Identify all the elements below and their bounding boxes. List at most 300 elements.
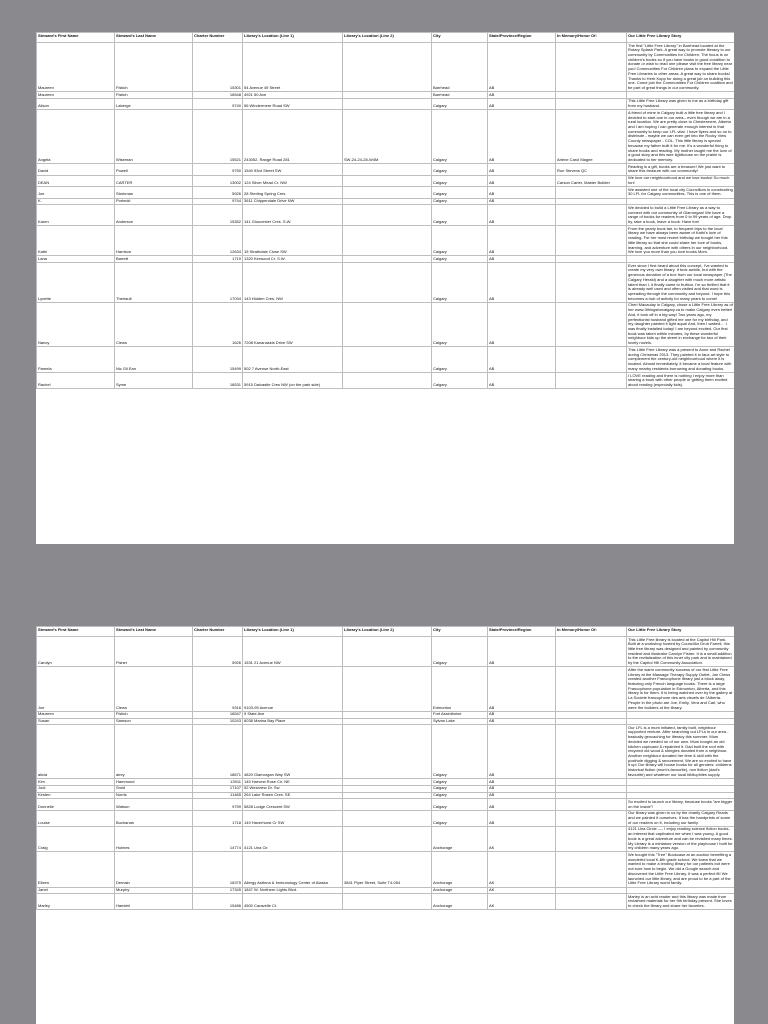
- header-state: State/Province/Region: [488, 33, 556, 43]
- cell-charter-number: 9750: [193, 164, 243, 175]
- table-row: [37, 852, 735, 887]
- cell-city: Calgary: [432, 799, 488, 810]
- cell-location-line-2: [343, 92, 432, 99]
- cell-charter-number: 9759: [193, 799, 243, 810]
- cell-city: Calgary: [432, 725, 488, 779]
- table-row: [37, 205, 735, 226]
- cell-state: AB: [488, 711, 556, 718]
- cell-charter-number: 18671: [193, 725, 243, 779]
- cell-location-line-1: 124 Silver Mead Cr. NW: [243, 175, 343, 186]
- cell-story: [627, 198, 735, 205]
- table-row: [37, 175, 735, 186]
- cell-location-line-2: [343, 637, 432, 667]
- cell-location-line-1: 3611 Chippendale Drive NW: [243, 198, 343, 205]
- cell-city: Fort Assiniboine: [432, 711, 488, 718]
- cell-state: AB: [488, 98, 556, 109]
- cell-state: AB: [488, 637, 556, 667]
- header-state: State/Province/Region: [488, 627, 556, 637]
- cell-story: Our library was given to us by the charity Calgary Reads and we painted it ourselves. It has the handprints of some of our readers on it, including our family.: [627, 810, 735, 826]
- cell-charter-number: 13911: [193, 779, 243, 786]
- cell-story: 4121 Una Circle ---- I enjoy reading science fiction books, an interest that captivated me when I was young. A good book is a great adventure and can be revisited many times. My Library is a miniature version of the playhouse I built for my children many years ago.: [628, 826, 733, 851]
- cell-first-name: Kim: [37, 779, 115, 786]
- table-row: [37, 373, 735, 389]
- cell-state: AB: [488, 226, 556, 256]
- cell-city: Calgary: [432, 164, 488, 175]
- cell-story: [627, 792, 735, 799]
- table-row: [37, 810, 735, 826]
- cell-first-name: Janet: [37, 887, 115, 894]
- cell-last-name: Hamlett: [115, 894, 193, 910]
- cell-memory-honor: [556, 263, 627, 303]
- cell-last-name: Portecki: [115, 198, 193, 205]
- cell-memory-honor: [556, 92, 627, 99]
- cell-last-name: Fistich: [115, 711, 193, 718]
- cell-location-line-1: 1531 21 Avenue NW: [243, 637, 343, 667]
- table-row: [37, 779, 735, 786]
- cell-charter-number: 16375: [193, 852, 243, 887]
- spreadsheet-page-2: [36, 626, 734, 1024]
- cell-state: AK: [488, 887, 556, 894]
- cell-memory-honor: [556, 810, 627, 826]
- header-location-line-2: Library's Location (Line 2): [343, 33, 432, 43]
- cell-last-name: Laberge: [115, 98, 193, 109]
- cell-story: [627, 711, 735, 718]
- cell-charter-number: 1718: [193, 810, 243, 826]
- cell-location-line-2: [343, 779, 432, 786]
- cell-location-line-2: [343, 263, 432, 303]
- cell-state: AB: [488, 785, 556, 792]
- cell-charter-number: 15352: [193, 205, 243, 226]
- cell-state: AB: [488, 110, 556, 164]
- cell-charter-number: 14774: [193, 826, 243, 852]
- cell-location-line-2: [343, 711, 432, 718]
- cell-city: Calgary: [432, 110, 488, 164]
- cell-state: AB: [488, 667, 556, 711]
- table-row: [37, 226, 735, 256]
- cell-memory-honor: [556, 43, 627, 92]
- cell-memory-honor: [556, 711, 627, 718]
- cell-charter-number: 1626: [193, 302, 243, 346]
- table-row: [37, 263, 735, 303]
- cell-state: AB: [488, 718, 556, 725]
- header-story: Our Little Free Library Story: [627, 33, 735, 43]
- cell-location-line-2: [343, 792, 432, 799]
- cell-last-name: Clews: [115, 667, 193, 711]
- cell-location-line-1: 15 Strathdale Close SW: [243, 226, 343, 256]
- header-city: City: [432, 33, 488, 43]
- cell-last-name: Fisher: [115, 637, 193, 667]
- cell-last-name: Harrison: [115, 226, 193, 256]
- cell-first-name: Joe: [37, 187, 115, 198]
- cell-charter-number: 5926: [193, 637, 243, 667]
- table-row: [37, 302, 735, 346]
- cell-first-name: Donnelle: [37, 799, 115, 810]
- cell-location-line-2: 3841 Piper Street, Suite T4-054: [343, 852, 432, 887]
- cell-location-line-1: 1847 W. Northern Lights Blvd.: [243, 887, 343, 894]
- cell-charter-number: 12634: [193, 226, 243, 256]
- cell-city: Barrhead: [432, 92, 488, 99]
- cell-location-line-1: 5915 Dalcastle Cres NW (on the park side): [243, 373, 343, 389]
- cell-city: Calgary: [432, 175, 488, 186]
- cell-city: Anchorage: [432, 894, 488, 910]
- cell-first-name: Karen: [37, 205, 115, 226]
- cell-state: AB: [488, 779, 556, 786]
- cell-charter-number: 17034: [193, 263, 243, 303]
- cell-story: The first "Little Free Library" in Barrhead located at the Rotary Splash Park. A great way to promote literacy to our community by Communities for Children. The focus is on children's books so if you have books in good condition to donate or wish to read one please visit the free library near you! Communities For Children plans to expand the Little Free Libraries to other areas. A great way to share books! Thanks to Herb Kopp for doing a great job on building this one. Come join the Communities For Children coalition and be part of great things in our community.: [628, 42, 733, 90]
- cell-location-line-1: 149 Haverhurst Cr SW: [243, 810, 343, 826]
- cell-location-line-1: Allergy Asthma & Immunology Center of Alaska: [243, 852, 343, 887]
- cell-charter-number: 16547: [193, 711, 243, 718]
- cell-city: Calgary: [432, 98, 488, 109]
- cell-first-name: Louise: [37, 810, 115, 826]
- cell-memory-honor: [556, 226, 627, 256]
- cell-last-name: Anderson: [115, 205, 193, 226]
- table-row: [37, 826, 735, 852]
- cell-memory-honor: Ron Stevens QC: [556, 164, 627, 175]
- cell-story: [627, 779, 735, 786]
- cell-location-line-1: 5828 Lodge Crescent SW: [243, 799, 343, 810]
- cell-memory-honor: [556, 725, 627, 779]
- cell-story: [627, 92, 735, 99]
- cell-story: This Little Free Library was a present to Anne and Rachel during Christmas 2013. They painted it in faux art style to complement the century-old neighbourhood where it is located. Almost immediately, it became a local feature with many nearby residents borrowing and donating books.: [627, 347, 735, 373]
- table-row: [37, 792, 735, 799]
- cell-memory-honor: Carson Carter, Master Builder: [556, 175, 627, 186]
- cell-first-name: Marley: [37, 894, 115, 910]
- cell-memory-honor: [556, 894, 627, 910]
- cell-state: AB: [488, 43, 556, 92]
- cell-city: Anchorage: [432, 887, 488, 894]
- cell-memory-honor: [556, 779, 627, 786]
- cell-first-name: Lana: [37, 256, 115, 263]
- cell-last-name: airey: [115, 725, 193, 779]
- cell-location-line-2: [343, 373, 432, 389]
- cell-state: AB: [488, 175, 556, 186]
- cell-first-name: Eileen: [37, 852, 115, 887]
- cell-location-line-2: [343, 785, 432, 792]
- cell-first-name: Carolyn: [37, 637, 115, 667]
- header-first-name: Steward's First Name: [37, 33, 115, 43]
- cell-memory-honor: [556, 198, 627, 205]
- cell-last-name: Theriault: [115, 263, 193, 303]
- header-charter-number: Charter Number: [193, 33, 243, 43]
- cell-location-line-1: 28 Sterling Spring Cres: [243, 187, 343, 198]
- cell-location-line-2: [343, 98, 432, 109]
- cell-memory-honor: [556, 373, 627, 389]
- cell-last-name: Demain: [115, 852, 193, 887]
- cell-memory-honor: [556, 667, 627, 711]
- header-city: City: [432, 627, 488, 637]
- cell-charter-number: 11465: [193, 792, 243, 799]
- cell-state: AK: [488, 826, 556, 852]
- cell-city: Sylvan Lake: [432, 718, 488, 725]
- cell-state: AB: [488, 799, 556, 810]
- cell-last-name: Storkman: [115, 187, 193, 198]
- cell-story: So excited to launch our library, because books "are bigger on the inside"!: [627, 799, 735, 810]
- cell-story: [627, 785, 735, 792]
- cell-memory-honor: [556, 256, 627, 263]
- cell-city: Barrhead: [432, 43, 488, 92]
- cell-first-name: David: [37, 164, 115, 175]
- cell-location-line-2: [343, 198, 432, 205]
- cell-charter-number: 16548: [193, 92, 243, 99]
- cell-location-line-1: 141 Gloucester Cres. S.W.: [243, 205, 343, 226]
- cell-location-line-1: 9103-95 Avenue: [243, 667, 343, 711]
- cell-location-line-2: [343, 43, 432, 92]
- cell-last-name: Powell: [115, 164, 193, 175]
- cell-memory-honor: [556, 205, 627, 226]
- cell-story: [627, 718, 735, 725]
- cell-memory-honor: Arlene Carol Magee: [556, 110, 627, 164]
- cell-location-line-1: 54 Avenue 49 Street: [243, 43, 343, 92]
- cell-state: AB: [488, 92, 556, 99]
- header-first-name: Steward's First Name: [37, 627, 115, 637]
- cell-charter-number: 15499: [193, 347, 243, 373]
- cell-location-line-2: SW-24-24-28-W4M: [343, 110, 432, 164]
- cell-first-name: Maureen: [37, 43, 115, 92]
- cell-state: AK: [488, 894, 556, 910]
- cell-first-name: Kirsten: [37, 792, 115, 799]
- cell-location-line-2: [343, 725, 432, 779]
- cell-city: Calgary: [432, 226, 488, 256]
- library-table: [36, 32, 734, 389]
- cell-story: A friend of mine in Calgary built a little free library and I decided to start one in our area-- even though we are in a rural location. We are pretty close to Chestermere, Alberta and I am hoping I can generate enough interest in that community to keep our LFL vital. I have flyers and so on to distribute - maybe we can even get into the Rocky View County newspaper - COL. This little library is special because my father built it for me. It's a wonderful thing to share books and reading. My mother taught me the love of a good story and this wee lighthouse on the prairie is dedicated to her memory.: [627, 110, 735, 164]
- header-last-name: Steward's Last Name: [115, 627, 193, 637]
- table-row: [37, 785, 735, 792]
- cell-city: Calgary: [432, 810, 488, 826]
- cell-location-line-1: 4121 Una Cir.: [243, 826, 343, 852]
- cell-first-name: Angela: [37, 110, 115, 164]
- cell-story: Reading is a gift, books are a treasure! We just want to share this treasure with our community!: [627, 164, 735, 175]
- cell-location-line-2: [343, 302, 432, 346]
- cell-first-name: Alison: [37, 98, 115, 109]
- cell-first-name: Maureen: [37, 711, 115, 718]
- cell-location-line-1: 264 Lake Rosen Cres. SE: [243, 792, 343, 799]
- cell-city: Calgary: [432, 263, 488, 303]
- cell-charter-number: 5926: [193, 187, 243, 198]
- cell-location-line-1: 1540 93rd Street SW: [243, 164, 343, 175]
- cell-location-line-2: [343, 894, 432, 910]
- cell-first-name: Jodi: [37, 785, 115, 792]
- cell-memory-honor: [556, 785, 627, 792]
- cell-city: Calgary: [432, 302, 488, 346]
- cell-location-line-1: 7208 Kananaskis Drive SW: [243, 302, 343, 346]
- cell-last-name: Clews: [115, 302, 193, 346]
- cell-charter-number: 9740: [193, 98, 243, 109]
- cell-city: Calgary: [432, 198, 488, 205]
- cell-last-name: Fistich: [115, 43, 193, 92]
- table-row: [37, 894, 735, 910]
- cell-city: Calgary: [432, 256, 488, 263]
- cell-charter-number: 17107: [193, 785, 243, 792]
- cell-first-name: DEAN: [37, 175, 115, 186]
- table-row: [37, 92, 735, 99]
- header-memory-honor: In Memory/Honor Of:: [556, 33, 627, 43]
- cell-story: This Little Free Library was given to me as a birthday gift from my husband.: [627, 98, 735, 109]
- cell-state: AB: [488, 263, 556, 303]
- cell-charter-number: 15486: [193, 894, 243, 910]
- table-row: [37, 110, 735, 164]
- cell-first-name: Lynette: [37, 263, 115, 303]
- cell-location-line-2: [343, 799, 432, 810]
- table-row: [37, 256, 735, 263]
- cell-last-name: Norris: [115, 792, 193, 799]
- cell-location-line-1: 56 Windermere Road SW: [243, 98, 343, 109]
- cell-city: Anchorage: [432, 852, 488, 887]
- cell-first-name: Rachel: [37, 373, 115, 389]
- cell-state: AB: [488, 198, 556, 205]
- cell-location-line-2: [343, 887, 432, 894]
- table-row: [37, 799, 735, 810]
- cell-charter-number: 9744: [193, 198, 243, 205]
- header-charter-number: Charter Number: [193, 627, 243, 637]
- cell-state: AB: [488, 347, 556, 373]
- cell-first-name: K.: [37, 198, 115, 205]
- cell-last-name: Smid: [115, 785, 193, 792]
- cell-first-name: Pamela: [37, 347, 115, 373]
- cell-first-name: Joe: [37, 667, 115, 711]
- table-row: [37, 164, 735, 175]
- cell-location-line-1: 243052, Range Road 281: [243, 110, 343, 164]
- cell-location-line-2: [343, 187, 432, 198]
- cell-memory-honor: [556, 826, 627, 852]
- cell-charter-number: 17345: [193, 887, 243, 894]
- cell-last-name: Wiseman: [115, 110, 193, 164]
- cell-memory-honor: [556, 637, 627, 667]
- table-row: [37, 347, 735, 373]
- cell-state: AB: [488, 256, 556, 263]
- cell-location-line-2: [343, 810, 432, 826]
- cell-story: We love our neighbourhood and we love books! So much fun!: [627, 175, 735, 186]
- cell-state: AB: [488, 725, 556, 779]
- cell-city: Calgary: [432, 785, 488, 792]
- cell-first-name: Maureen: [37, 92, 115, 99]
- table-row: [37, 98, 735, 109]
- library-table: [36, 626, 734, 910]
- cell-location-line-1: 6038 Marina Bay Place: [243, 718, 343, 725]
- cell-story: [627, 256, 735, 263]
- header-row: [37, 33, 735, 43]
- cell-city: Anchorage: [432, 826, 488, 852]
- cell-state: AK: [488, 852, 556, 887]
- cell-last-name: Samson: [115, 718, 193, 725]
- cell-memory-honor: [556, 98, 627, 109]
- cell-memory-honor: [556, 302, 627, 346]
- cell-charter-number: 18531: [193, 373, 243, 389]
- cell-charter-number: 10243: [193, 718, 243, 725]
- cell-memory-honor: [556, 799, 627, 810]
- cell-story: We assisted one of the local city Councillors in constructing 30 LFL for Calgary communities. This is one of them.: [628, 186, 733, 197]
- cell-city: Calgary: [432, 205, 488, 226]
- cell-city: Calgary: [432, 779, 488, 786]
- cell-location-line-2: [343, 667, 432, 711]
- cell-story: From the yearly book fair, to frequent trips to the local library we have always been aware of Kathi's love of reading. For her most recent birthday we bought her this little library so that she could share her love of books, learning, and adventure with others in our neighborhood. We love you more than you love books Mom.: [627, 226, 735, 256]
- cell-first-name: Susan: [37, 718, 115, 725]
- cell-story: Our LFL is a mum initiated, family built, neighbour supported venture. After searching out LFLs in our area - basically geocaching for literacy this summer. Mum decided we needed on of our own. Mum bought an old kitchen cupboard & repainted it. Dad built the roof with recycled old wood & shingles donated from a neighbour. Another neighbour donated her time & skill with the posthole digging & securement. We are so excited to have it up! Our library will house books for all genders: childrens historical fiction (mum's favourite), non fiction (dad's favourite) and whatever our local bibliophiles supply.: [627, 725, 735, 779]
- cell-memory-honor: [556, 887, 627, 894]
- cell-state: AB: [488, 792, 556, 799]
- header-location-line-1: Library's Location (Line 1): [243, 33, 343, 43]
- cell-story: We bought this "Tree" Bookcase at an auction benefiting a wonderful local K-8th grade school. We knew that we wanted to make a lending library for our patients but were not sure how to begin. We did a Google search and discovered the Little Free Library. It was a perfect fit! We launched our little library, and are proud to be a part of the Little Free Library world family.: [627, 852, 735, 887]
- table-row: [37, 711, 735, 718]
- cell-location-line-1: 9 State Ave: [243, 711, 343, 718]
- table-row: [37, 667, 735, 711]
- cell-location-line-2: [343, 205, 432, 226]
- cell-state: AB: [488, 205, 556, 226]
- cell-location-line-2: [343, 347, 432, 373]
- cell-charter-number: 1719: [193, 256, 243, 263]
- cell-location-line-1: 502 7 Avenue North-East: [243, 347, 343, 373]
- table-row: [37, 43, 735, 92]
- cell-location-line-1: 1320 Kerwood Cr. S.W.: [243, 256, 343, 263]
- table-row: [37, 718, 735, 725]
- cell-last-name: Barrett: [115, 256, 193, 263]
- cell-location-line-2: [343, 175, 432, 186]
- cell-story: Ever since I first heard about this concept, I've wanted to create my very own library. It took awhile, but with the generous donation of a box from our local newspaper (The Calgary Herald) and a daughter with much more artistic talent than I, it finally came to fruition. I'm so thrilled that it is already well used and often visited and that word is spreading through the community and beyond. I hope this becomes a hub of activity for many years to come!: [627, 263, 735, 303]
- table-row: [37, 187, 735, 198]
- header-last-name: Steward's Last Name: [115, 33, 193, 43]
- cell-memory-honor: [556, 347, 627, 373]
- cell-last-name: Syme: [115, 373, 193, 389]
- cell-story: This Little Free library is located at the Capitol Hill Park. Built at a workshop hosted by Councillor Druh Farrell, this little free library was designed and painted by community resident and illustrator Carolyn Fisher. It is a small addition to the revitalization of this inner city park and is maintained by the Capitol Hill Community Association.: [627, 637, 735, 667]
- cell-memory-honor: [556, 852, 627, 887]
- table-row: [37, 637, 735, 667]
- cell-city: Calgary: [432, 373, 488, 389]
- cell-story: Cheri Macaulay in Calgary, chose a Little Free Library as of her www.3thingsforcalgary.ca to make Calgary even better! And, it took off in a big way! Two years ago, my perfectionist husband gifted me one for my birthday, and my daughter painted it light aqua! And, then I waited.... I was finally installed today! I am beyond excited. Our first book was taken within minutes, by these wonderful neighbour kids up the street in exchange for two of their lovely novels.: [628, 302, 733, 346]
- cell-state: AB: [488, 187, 556, 198]
- cell-memory-honor: [556, 792, 627, 799]
- cell-last-name: Holmes: [115, 826, 193, 852]
- cell-last-name: Buchanan: [115, 810, 193, 826]
- cell-location-line-2: [343, 718, 432, 725]
- cell-state: AB: [488, 810, 556, 826]
- cell-last-name: Fistich: [115, 92, 193, 99]
- cell-city: Calgary: [432, 187, 488, 198]
- cell-city: Calgary: [432, 792, 488, 799]
- header-memory-honor: In Memory/Honor Of:: [556, 627, 627, 637]
- cell-location-line-1: 143 Hidden Cres. NW: [243, 263, 343, 303]
- spreadsheet-page-1: [36, 32, 734, 544]
- cell-story: After the warm community success of our first Little Free Library at the Massage Therapy Supply Outlet, Joe Clews created another Francophone library just a block away, featuring only French language books. There is a large Francophone population in Edmonton, Alberta, and this library is for them. It is being watched over by the gallery at La Societe francophone des arts visuels de l'Alberta. People in the photo are Joe, Emily, Vera and Carl, who were the builders of the library.: [627, 667, 735, 711]
- cell-location-line-1: 4921 50 Ave: [243, 92, 343, 99]
- cell-state: AB: [488, 164, 556, 175]
- cell-story: I LOVE reading and there is nothing I enjoy more than sharing a book with other people or getting them excited about reading (especially kids).: [627, 373, 735, 389]
- cell-city: Calgary: [432, 347, 488, 373]
- cell-last-name: Nic Gil Ean: [115, 347, 193, 373]
- cell-charter-number: 15301: [193, 43, 243, 92]
- cell-location-line-2: [343, 226, 432, 256]
- cell-last-name: Hammond: [115, 779, 193, 786]
- cell-location-line-1: 4500 Caravelle Ct.: [243, 894, 343, 910]
- cell-charter-number: 13002: [193, 175, 243, 186]
- header-row: [37, 627, 735, 637]
- cell-state: AB: [488, 302, 556, 346]
- cell-first-name: alicia: [37, 725, 115, 779]
- cell-last-name: CARTER: [115, 175, 193, 186]
- table-row: [37, 887, 735, 894]
- cell-first-name: Kathi: [37, 226, 115, 256]
- table-row: [37, 198, 735, 205]
- cell-city: Edmonton: [432, 667, 488, 711]
- cell-location-line-1: 145 Harvest Rose Cir. NE: [243, 779, 343, 786]
- cell-location-line-2: [343, 256, 432, 263]
- cell-first-name: Nancy: [37, 302, 115, 346]
- header-location-line-2: Library's Location (Line 2): [343, 627, 432, 637]
- table-row: [37, 725, 735, 779]
- cell-first-name: Craig: [37, 826, 115, 852]
- cell-story: Marley is an avid reader and this library was made from reclaimed materials for her 9th birthday present. She loves to check the library and share her favorites.: [627, 894, 735, 910]
- cell-memory-honor: [556, 187, 627, 198]
- cell-story: [627, 887, 735, 894]
